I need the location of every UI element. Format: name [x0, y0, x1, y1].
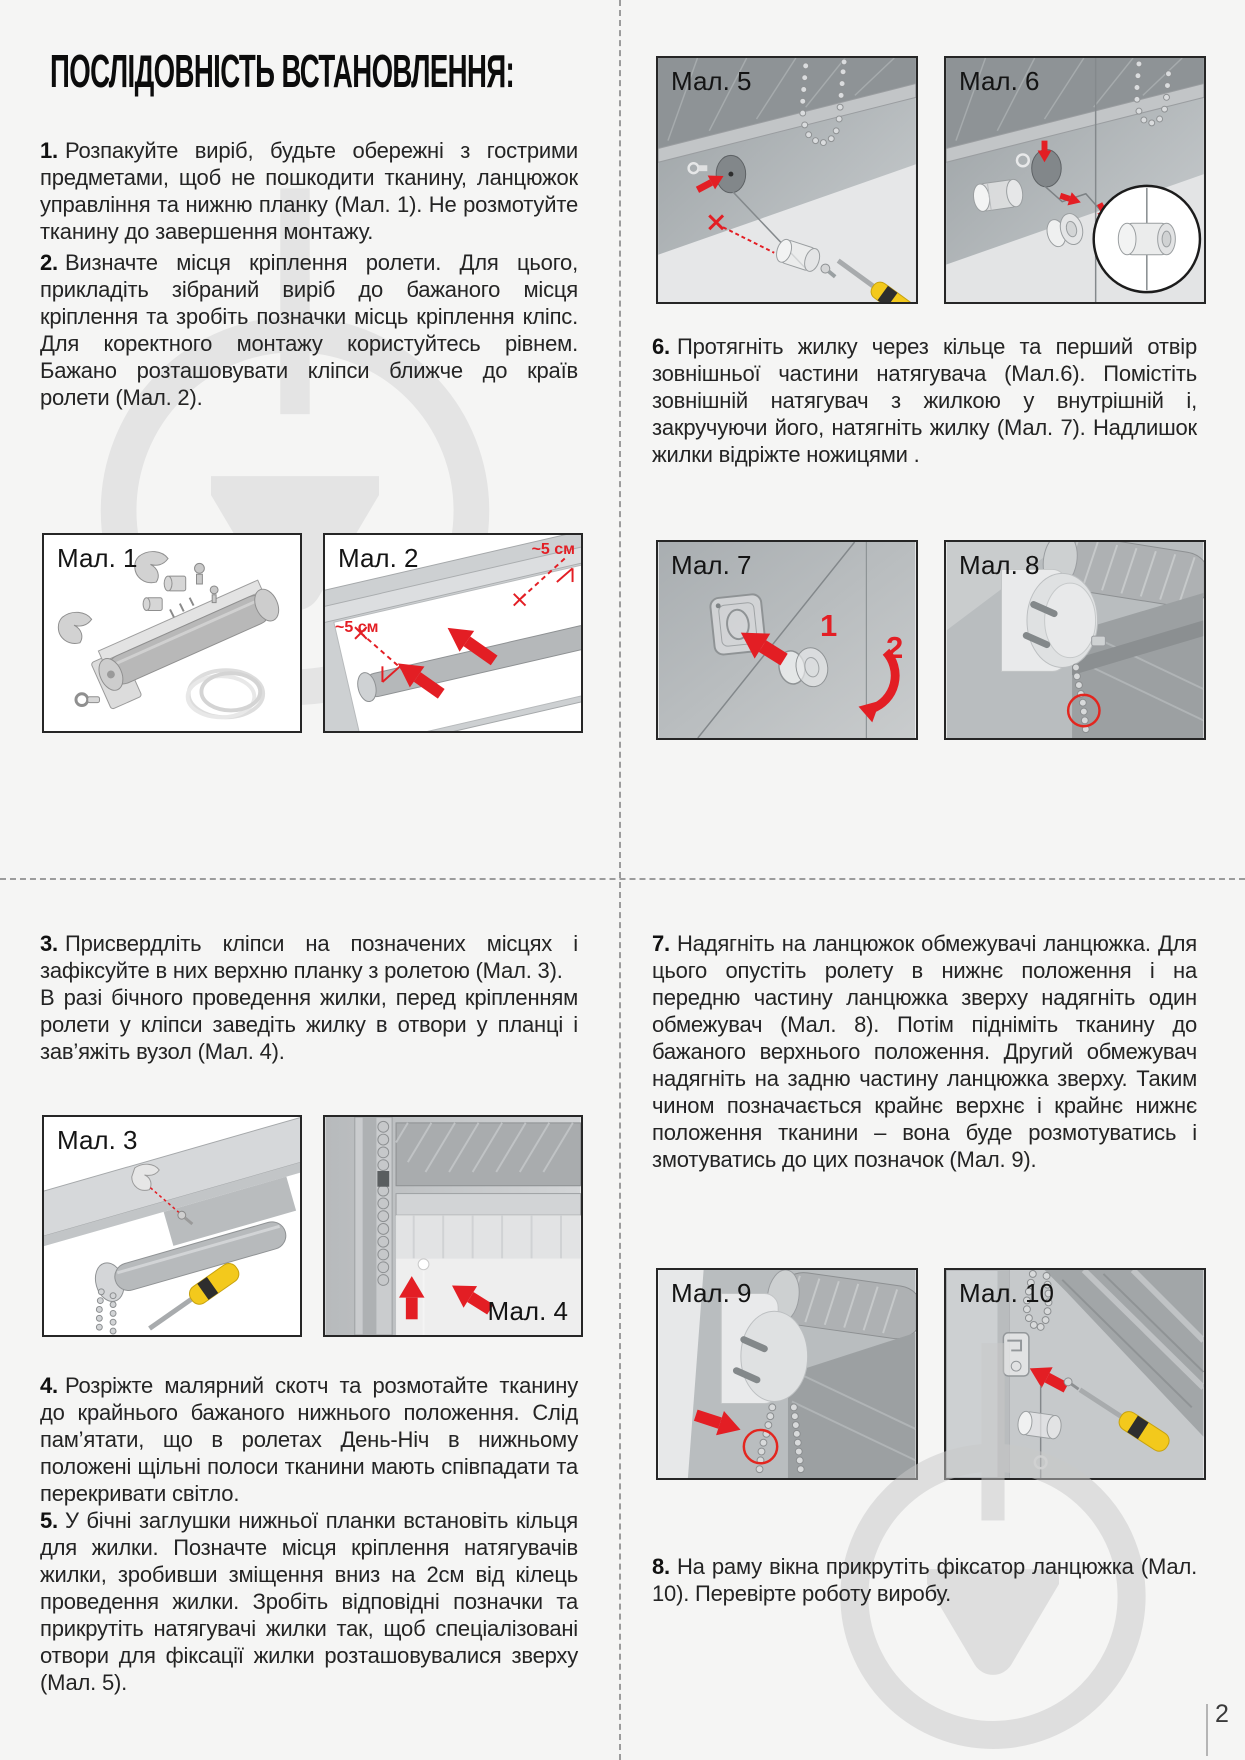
- step-4: [40, 1372, 578, 1507]
- step-8-number: 8.: [652, 1554, 670, 1579]
- step-2-text: Визначте місця кріплення ролети. Для цього, прикладіть зібраний виріб до бажаного місця кріплення та зробіть позначки місць кріплення кліпс. Для коректного монтажу користуйтесь рівнем. Бажано розташовувати кліпси ближче до країв ролети (Мал. 2).: [40, 250, 578, 410]
- vertical-fold-divider: [619, 0, 621, 1760]
- step-6: [652, 333, 1197, 468]
- step-7-number: 7.: [652, 931, 670, 956]
- step-4-number: 4.: [40, 1373, 58, 1398]
- figure-7: [656, 540, 918, 740]
- step-5: [40, 1507, 578, 1696]
- figure-2-dimension-left: ~5 см: [335, 619, 379, 636]
- figure-8: [944, 540, 1206, 740]
- step-5-text: У бічні заглушки нижньої планки встановіть кільця для жилки. Позначте місця кріплення натягувачів жилки, зробивши зміщення вниз на 2см від кілець проведення жилки. Зробіть відповідні позначки та прикрутіть натягувачі жилки так, щоб спеціалізовані отвори для фіксації жилки розташовувалися зверху (Мал. 5).: [40, 1508, 578, 1695]
- step-3: [40, 930, 578, 1065]
- figure-7-step-mark-2: 2: [886, 630, 904, 665]
- figure-1: [42, 533, 302, 733]
- brand-watermark-bottom: [828, 1336, 1158, 1760]
- step-2-number: 2.: [40, 250, 58, 275]
- figure-6-label: Мал. 6: [959, 66, 1040, 96]
- figure-1-label: Мал. 1: [57, 543, 138, 573]
- figure-2: [323, 533, 583, 733]
- step-3-number: 3.: [40, 931, 58, 956]
- page-number-divider: [1206, 1704, 1208, 1756]
- step-1-text: Розпакуйте виріб, будьте обережні з гострими предметами, щоб не пошкодити тканину, ланцюжок управління та нижню планку (Мал. 1). Не розмотуйте тканину до завершення монтажу.: [40, 138, 578, 244]
- figure-9-label: Мал. 9: [671, 1278, 752, 1308]
- figure-5-label: Мал. 5: [671, 66, 752, 96]
- step-7: [652, 930, 1197, 1173]
- figure-3: [42, 1115, 302, 1337]
- step-5-number: 5.: [40, 1508, 58, 1533]
- figure-5: [656, 56, 918, 304]
- step-1: [40, 137, 578, 245]
- figure-4-label: Мал. 4: [487, 1296, 568, 1326]
- step-3-text: Присвердліть кліпси на позначених місцях і зафіксуйте в них верхню планку з ролетою (Мал. 3).: [40, 931, 578, 983]
- step-4-text: Розріжте малярний скотч та розмотайте тканину до крайнього бажаного нижнього положення. Слід пам’ятати, що в ролетах День-Ніч в нижньому положені щільні полоси тканини мають співпадати та перекривати світло.: [40, 1373, 578, 1506]
- figure-7-step-mark-1: 1: [820, 608, 838, 643]
- figure-7-label: Мал. 7: [671, 550, 752, 580]
- step-6-number: 6.: [652, 334, 670, 359]
- step-7-text: Надягніть на ланцюжок обмежувачі ланцюжка. Для цього опустіть ролету в нижнє положення і на передню частину ланцюжка зверху надягніть один обмежувач (Мал. 8). Потім підніміть тканину до бажаного верхнього положення. Другий обмежувач надягніть на задню частину ланцюжка зверху. Таким чином позначається крайнє верхнє і крайнє нижнє положення тканини – вона буде розмотуватись і змотуватись до цих позначок (Мал. 9).: [652, 931, 1197, 1172]
- step-2: [40, 249, 578, 411]
- figure-6: [944, 56, 1206, 304]
- step-3-text-2: В разі бічного проведення жилки, перед кріпленням ролети у кліпси заведіть жилку в отвори у планці і зав’яжіть вузол (Мал. 4).: [40, 985, 578, 1064]
- step-1-number: 1.: [40, 138, 58, 163]
- figure-8-label: Мал. 8: [959, 550, 1040, 580]
- figure-2-dimension-top: ~5 см: [531, 541, 575, 558]
- figure-2-label: Мал. 2: [338, 543, 419, 573]
- step-6-text: Протягніть жилку через кільце та перший отвір зовнішньої частини натягувача (Мал.6). Помістіть зовнішній натягувач з жилкою у внутрішній і, закручуючи його, натягніть жилку (Мал. 7). Надлишок жилки відріжте ножицями .: [652, 334, 1197, 467]
- figure-4: [323, 1115, 583, 1337]
- figure-10-label: Мал. 10: [959, 1278, 1054, 1308]
- horizontal-fold-divider: [0, 878, 1245, 880]
- page-number: 2: [1215, 1700, 1229, 1728]
- step-8-text: На раму вікна прикрутіть фіксатор ланцюжка (Мал. 10). Перевірте роботу виробу.: [652, 1554, 1197, 1606]
- figure-3-label: Мал. 3: [57, 1125, 138, 1155]
- step-8: [652, 1553, 1197, 1607]
- page-title: ПОСЛІДОВНІСТЬ ВСТАНОВЛЕННЯ:: [50, 45, 515, 97]
